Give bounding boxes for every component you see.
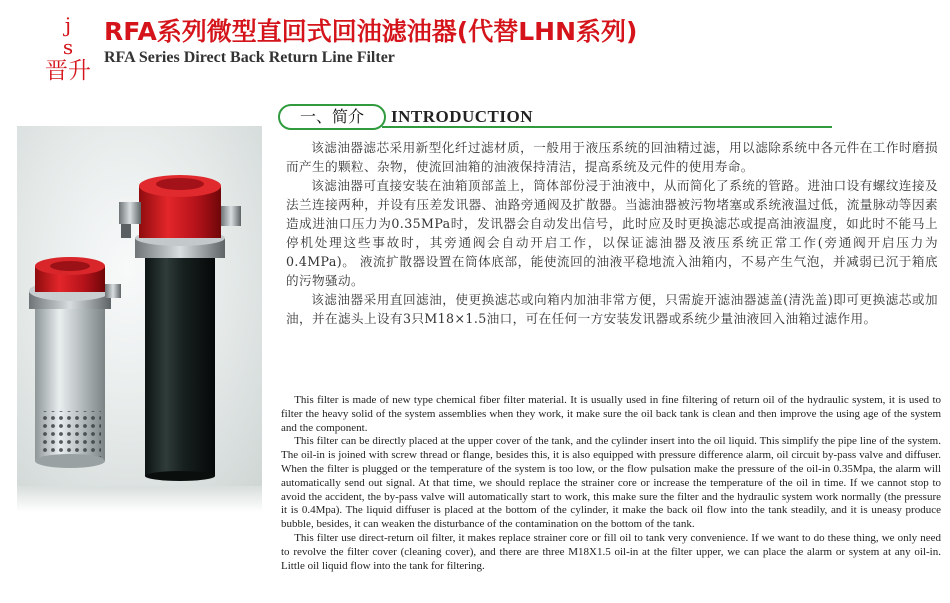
en-paragraph: This filter is made of new type chemical fiber filter material. It is usually used in fine filtering of return oil of the hydraulic system, it is used to filter the heavy solid of the system assemblies when they work, it make sure the oil back tank is clean and then improve the using age of the system and the component. xyxy=(281,394,941,434)
section-label-chinese: 一、简介 xyxy=(278,104,386,130)
page-title-chinese: RFA系列微型直回式回油滤油器(代替LHN系列) xyxy=(104,17,638,46)
page-title-english: RFA Series Direct Back Return Line Filter xyxy=(104,49,395,66)
logo-letters: j s xyxy=(62,13,92,59)
filter-product-illustration xyxy=(17,126,262,486)
english-description xyxy=(281,394,941,573)
en-paragraph: This filter can be directly placed at the upper cover of the tank, and the cylinder insert into the oil liquid. This simplify the pipe line of the system. The oil-in is joined with screw thread or flange, besides this, it is also equipped with pressure difference alarm, oil circuit by-pass valve and diffuser. When the filter is plugged or the temperature of the system is too low, or the flow pulsation make the pressure of the oil-in 0.35Mpa, the alarm will automatically send out signal. At that time, we should replace the strainer core or increase the temperature of the oil in time. If we cannot stop to avoid the accident, the by-pass valve will automatically start to work, this make sure the filter and the hydraulic system work normally (the pressure it is 0.4Mpa). The liquid diffuser is placed at the bottom of the cylinder, it make the back oil flow into the tank steadily, and it is uneasy produce bubble, besides, it can weaken the disturbance of the contamination on the bottom of the tank. xyxy=(281,435,941,531)
chinese-description xyxy=(286,138,938,328)
cn-paragraph: 该滤油器可直接安装在油箱顶部盖上，筒体部份浸于油液中，从而简化了系统的管路。进油口设有螺纹连接及法兰连接两种，并设有压差发讯器、油路旁通阀及扩散器。当滤油器被污物堵塞或系统液温过低，流量脉动等因素造成进油口压力为0.35MPa时，发讯器会自动发出信号，此时应及时更换滤芯或提高油液温度，如此时不能马上停机处理这些事故时，其旁通阀会自动开启工作，以保证滤油器及液压系统正常工作(旁通阀开启压力为0.4MPa)。 液流扩散器设置在筒体底部，能使流回的油液平稳地流入油箱内，不易产生气泡，并减弱已沉于箱底的污物骚动。 xyxy=(286,178,938,288)
en-paragraph: This filter use direct-return oil filter, it makes replace strainer core or fill oil to tank very convenience. If we want to do these thing, we only need to revolve the filter cover (cleaning cover), and there are three M18X1.5 oil-in at the filter upper, we can place the alarm or system at any oil-in. Little oil liquid flow into the tank for filtering. xyxy=(281,531,941,572)
cn-paragraph: 该滤油器滤芯采用新型化纤过滤材质，一般用于液压系统的回油精过滤，用以滤除系统中各元件在工作时磨损而产生的颗粒、杂物，使流回油箱的油液保持清洁，提高系统及元件的使用寿命。 xyxy=(286,140,938,174)
product-photo xyxy=(17,126,262,486)
section-heading xyxy=(278,104,778,130)
section-label-english: INTRODUCTION xyxy=(391,107,534,126)
photo-shadow xyxy=(17,486,262,512)
brand-logo xyxy=(38,14,98,84)
logo-chinese: 晋升 xyxy=(45,58,91,84)
cn-paragraph: 该滤油器采用直回滤油，使更换滤芯或向箱内加油非常方便，只需旋开滤油器滤盖(清洗盖)即可更换滤芯或加油，并在滤头上设有3只M18×1.5油口，可在任何一方安装发讯器或系统少量油液回入油箱过滤作用。 xyxy=(286,292,938,326)
